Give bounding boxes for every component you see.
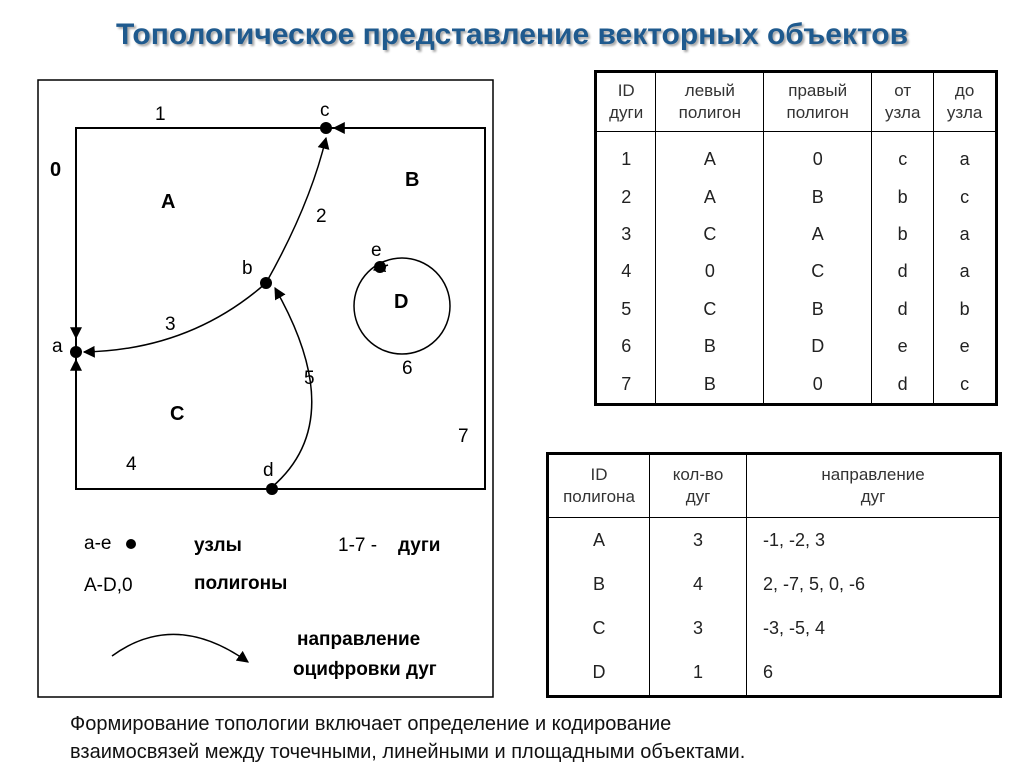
arcs-table-header <box>597 73 995 132</box>
caption-text <box>70 710 970 766</box>
polygon-c-label: C <box>170 403 185 425</box>
arc-2-label: 2 <box>316 206 327 227</box>
map-boundary <box>76 128 485 489</box>
table-row: 6 B D e e <box>597 328 995 365</box>
arc-3-label: 3 <box>165 314 176 335</box>
table-row: 5 C B d b <box>597 291 995 328</box>
node-b-label: b <box>242 258 253 279</box>
legend-direction-line1: направление <box>297 629 421 650</box>
polygon-0-label: 0 <box>50 159 62 181</box>
header-right-polygon: правый полигон <box>764 73 872 132</box>
polygons-table-header <box>549 455 999 518</box>
arc-7-label: 7 <box>458 426 469 447</box>
legend-polygons-key: A-D,0 <box>84 575 133 596</box>
legend-node-dot <box>126 539 136 549</box>
header-left-polygon: левый полигон <box>656 73 764 132</box>
legend-arcs-text: дуги <box>398 535 441 556</box>
table-row: D 1 6 <box>549 651 999 695</box>
caption-line-1: Формирование топологии включает определение и кодирование <box>70 713 672 735</box>
node-c-dot <box>320 122 332 134</box>
diagram-frame <box>38 80 493 697</box>
header-polygon-id: ID полигона <box>549 455 650 518</box>
table-row: 7 B 0 d c <box>597 365 995 403</box>
table-row: 4 0 C d a <box>597 253 995 290</box>
polygon-d-label: D <box>394 291 409 313</box>
polygon-b-label: B <box>405 169 420 191</box>
arc-4-label: 4 <box>126 454 137 475</box>
table-row: 2 A B b c <box>597 178 995 215</box>
header-from-node: от узла <box>872 73 934 132</box>
table-row: 1 A 0 c a <box>597 132 995 179</box>
node-b-dot <box>260 277 272 289</box>
legend-polygons-text: полигоны <box>194 573 288 594</box>
page-title: Топологическое представление векторных объектов <box>115 18 909 51</box>
legend-direction-line2: оцифровки дуг <box>293 659 437 680</box>
arc-1-label: 1 <box>155 104 166 125</box>
arc-6-label: 6 <box>402 358 413 379</box>
legend-direction-arrow <box>112 634 248 662</box>
node-c-label: c <box>320 100 330 121</box>
polygons-table <box>546 452 1002 698</box>
legend-nodes-text: узлы <box>194 535 242 556</box>
header-arc-count: кол-во дуг <box>650 455 747 518</box>
legend-nodes-key: a-e <box>84 533 112 554</box>
table-row: 3 C A b a <box>597 216 995 253</box>
arc-5-label: 5 <box>304 368 315 389</box>
legend-arcs-key: 1-7 - <box>338 535 378 556</box>
node-d-label: d <box>263 460 274 481</box>
node-e-label: e <box>371 240 382 261</box>
node-d-dot <box>266 483 278 495</box>
table-row: B 4 2, -7, 5, 0, -6 <box>549 562 999 606</box>
polygon-a-label: A <box>161 191 176 213</box>
table-row: C 3 -3, -5, 4 <box>549 607 999 651</box>
arcs-table <box>594 70 998 406</box>
header-arc-id: ID дуги <box>597 73 656 132</box>
node-a-label: a <box>52 336 63 357</box>
table-row: A 3 -1, -2, 3 <box>549 518 999 563</box>
node-a-dot <box>70 346 82 358</box>
header-to-node: до узла <box>934 73 995 132</box>
caption-line-2: взаимосвязей между точечными, линейными и площадными объектами. <box>70 741 746 763</box>
node-e-dot <box>374 261 386 273</box>
header-arc-directions: направление дуг <box>747 455 1000 518</box>
